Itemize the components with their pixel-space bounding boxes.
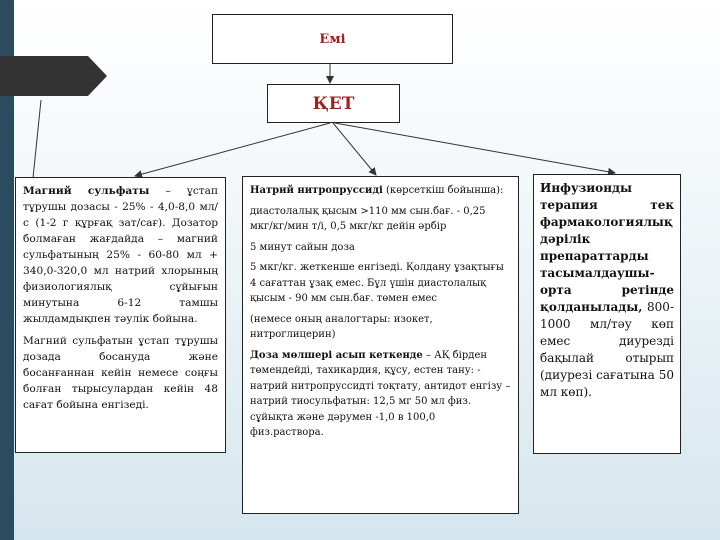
ket-box: ҚЕТ <box>267 84 400 123</box>
magnesium-sulfate-box: Магний сульфаты – ұстап тұрушы дозасы - 25% - 4,0-8,0 мл/с (1-2 г құрғақ зат/сағ). Дозатор болмаған жағдайда – магний сульфатының 25% - 60-80 мл + 340,0-320,0 мл натрий хлорының физиологиялық сұйығын минутына 6-12 тамшы жылдамдықпен тәулік бойына. Магний сульфатын ұстап тұрушы дозада босануда және босанғаннан кейін немесе соңғы болған тырысулардан кейін 48 сағат бойына енгізеді. <box>15 177 226 453</box>
arrow-ket-to-right <box>335 123 615 173</box>
sodium-nitroprusside-box: Натрий нитропруссиді (көрсеткіш бойынша): диастолалық қысым >110 мм сын.бағ. - 0,25 мкг/кг/мин т/і, 0,5 мкг/кг дейін әрбір 5 минут сайын доза 5 мкг/кг. жеткенше енгізеді. Қолдану ұзақтығы 4 сағаттан ұзақ емес. Бұл үшін диастолалық қысым - 90 мм сын.бағ. төмен емес (немесе оның аналогтары: изокет, нитроглицерин) Доза мөлшері асып кеткенде – АҚ бірден төмендейді, тахикардия, құсу, естен тану: - натрий нитропруссидті тоқтату, антидот енгізу – натрий тиосульфатын: 12,5 мг 50 мл физ. сұйықта және дәрумен -1,0 в 100,0 физ.раствора. <box>242 176 519 514</box>
arrow-ket-to-left <box>135 123 330 176</box>
treatment-box: Емі <box>212 14 453 64</box>
decorative-line <box>33 100 41 178</box>
arrow-ket-to-middle <box>333 123 376 175</box>
infusion-therapy-box: Инфузионды терапия тек фармакологиялық дәрілік препараттарды тасымалдаушы-орта ретінде қолданылады, 800-1000 мл/тәу көп емес диурезді бақылай отырып (диурезі сағатына 50 мл көп). <box>533 174 681 454</box>
